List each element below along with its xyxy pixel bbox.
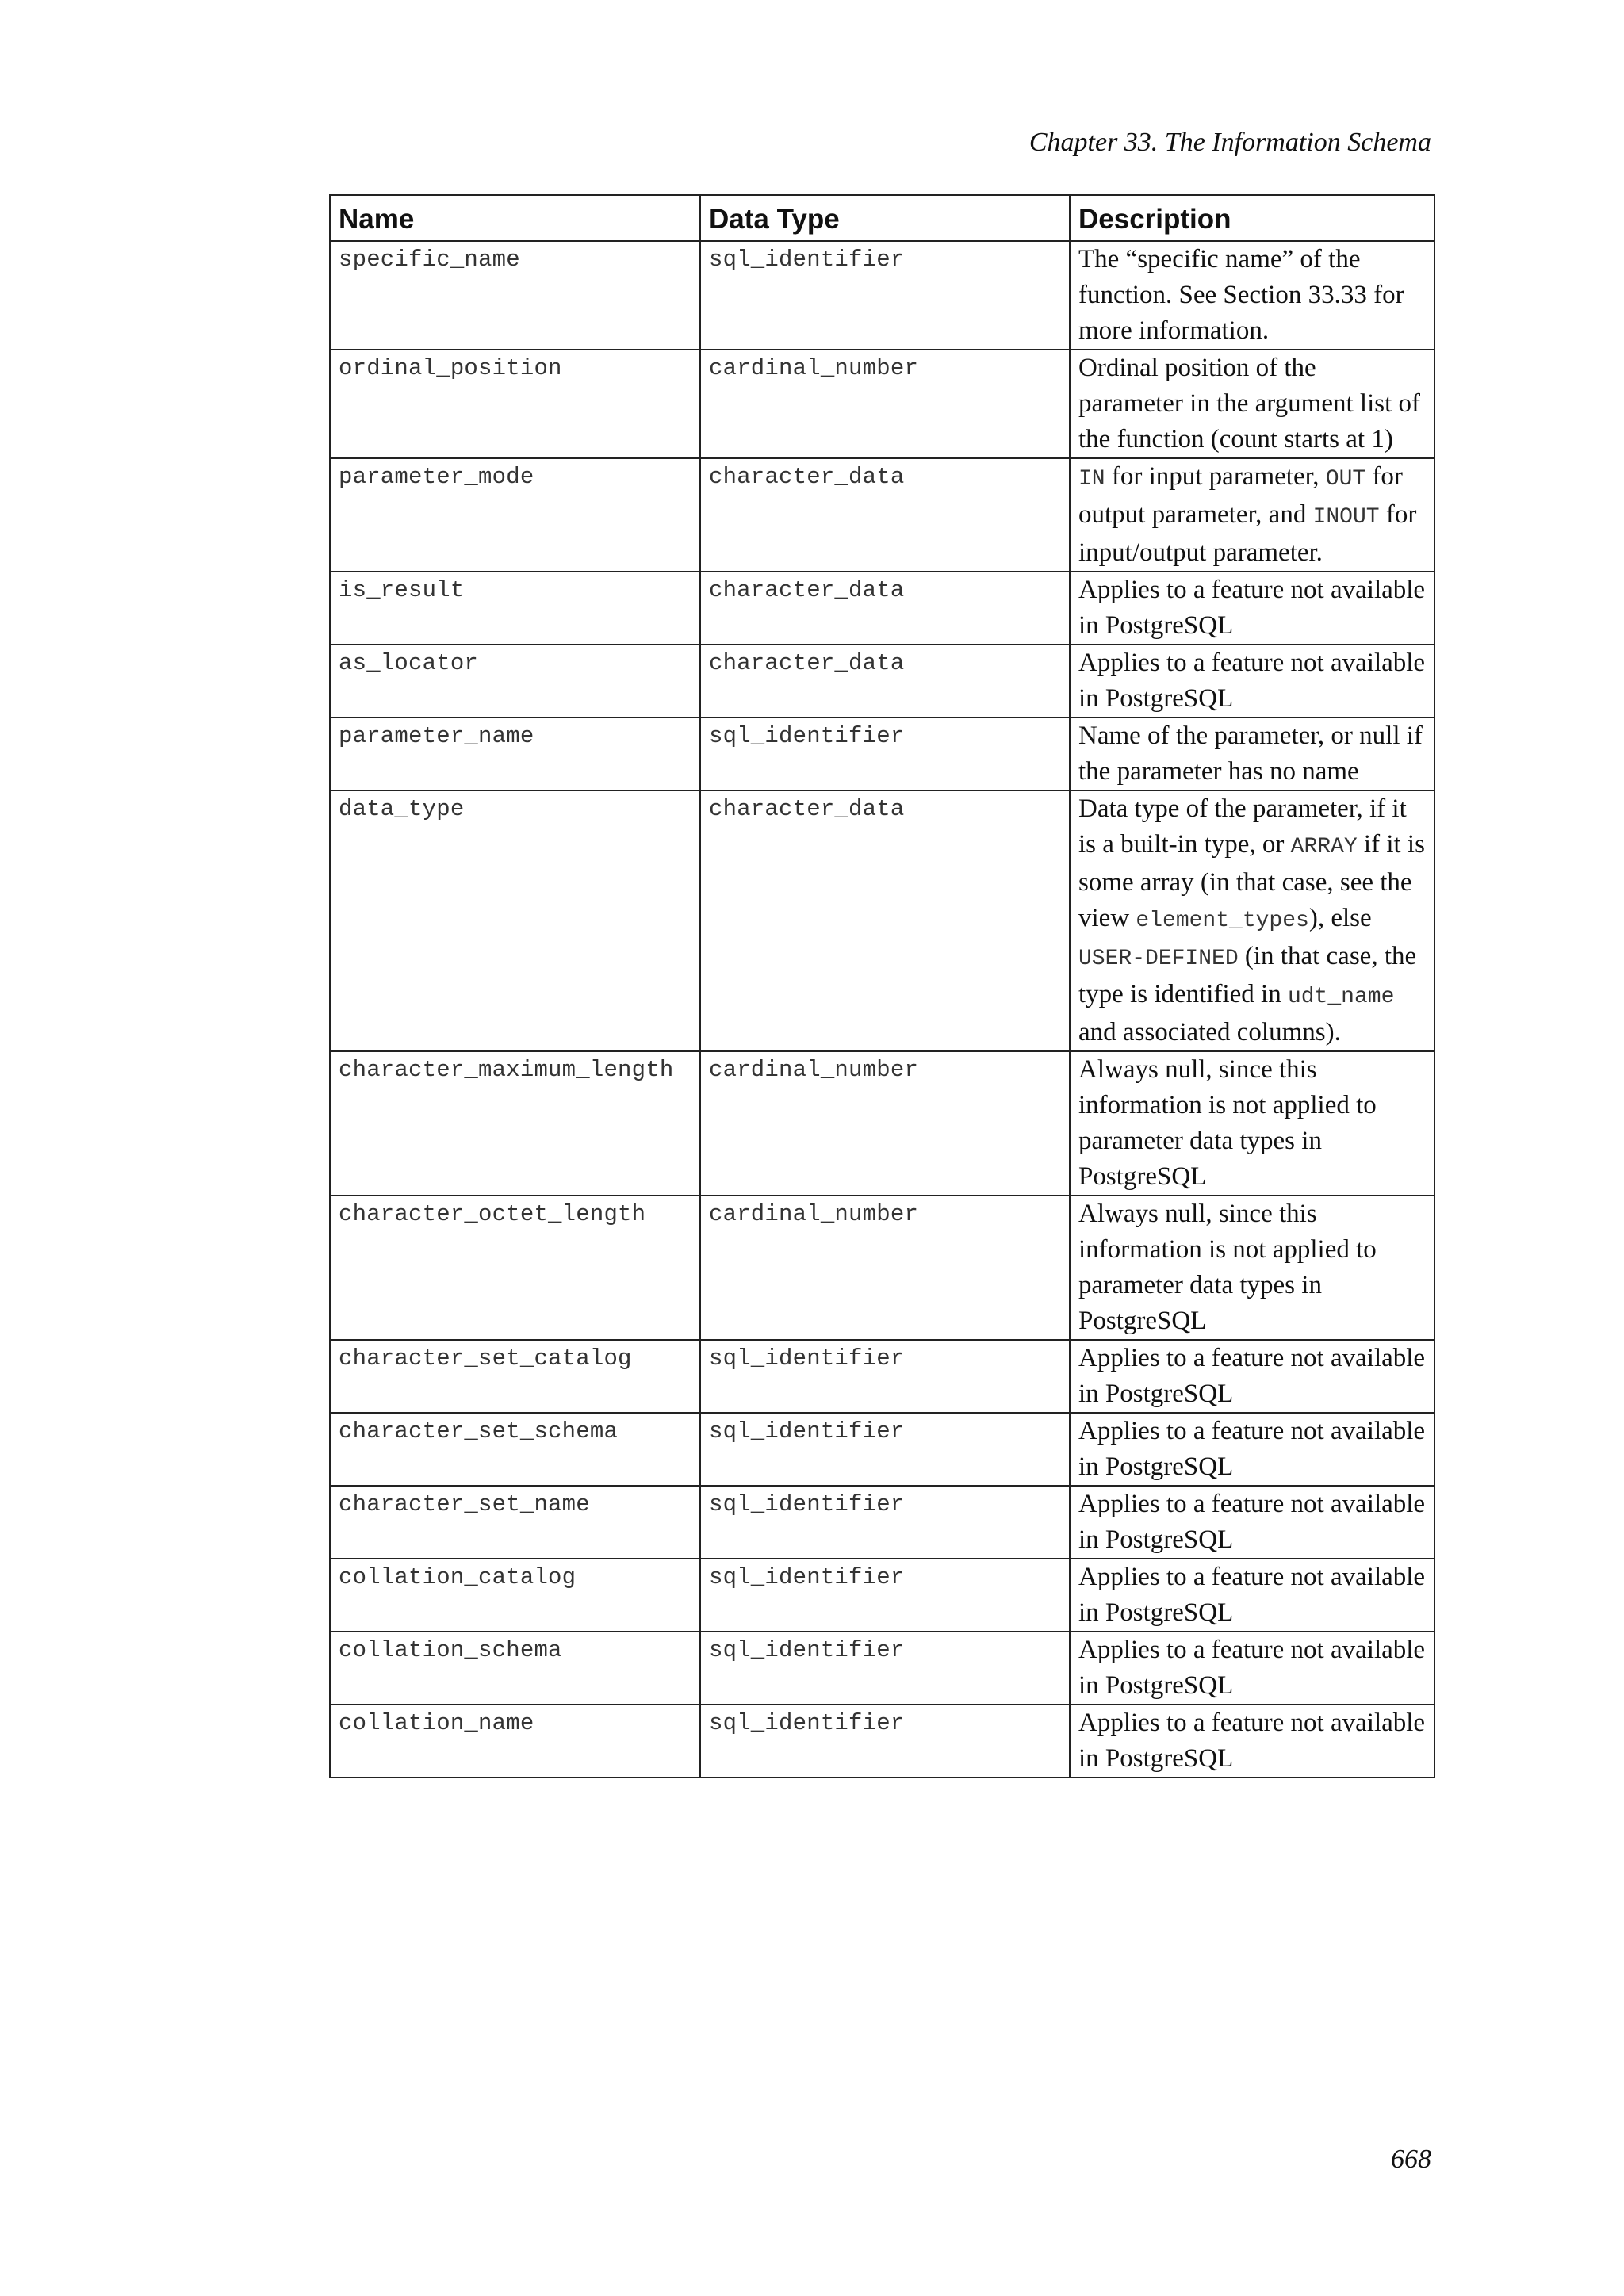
parameters-table — [329, 194, 1435, 1778]
code-literal: udt_name — [1287, 985, 1395, 1009]
description-text: Applies to a feature not available in PostgreSQL — [1078, 1344, 1426, 1408]
description-cell — [1070, 572, 1434, 645]
column-name-cell: collation_schema — [330, 1632, 700, 1705]
column-name-cell: data_type — [330, 790, 700, 1051]
data-type-cell: cardinal_number — [700, 1196, 1070, 1340]
description-text: if it is some array (in that case, see the view — [1078, 830, 1425, 932]
description-cell — [1070, 718, 1434, 790]
running-header: Chapter 33. The Information Schema — [1028, 128, 1431, 157]
description-text: Applies to a feature not available in PostgreSQL — [1078, 1636, 1426, 1700]
description-text: Ordinal position of the parameter in the argument list of the function (count starts at 1) — [1078, 354, 1420, 453]
table-row — [330, 1559, 1434, 1632]
description-cell — [1070, 458, 1434, 572]
description-text: Always null, since this information is not applied to parameter data types in PostgreSQL — [1078, 1055, 1377, 1191]
data-type-cell: sql_identifier — [700, 1705, 1070, 1777]
table-row — [330, 1196, 1434, 1340]
code-literal: INOUT — [1312, 505, 1380, 530]
column-name-cell: character_maximum_length — [330, 1051, 700, 1196]
code-literal: OUT — [1325, 467, 1366, 492]
column-name-cell: character_set_name — [330, 1486, 700, 1559]
description-text: Applies to a feature not available in PostgreSQL — [1078, 1490, 1426, 1554]
description-cell — [1070, 241, 1434, 350]
data-type-cell: sql_identifier — [700, 1632, 1070, 1705]
table-row — [330, 1340, 1434, 1413]
code-literal: IN — [1078, 467, 1105, 492]
description-text: Always null, since this information is not applied to parameter data types in PostgreSQL — [1078, 1200, 1377, 1335]
data-type-cell: character_data — [700, 572, 1070, 645]
column-header-description: Description — [1070, 195, 1434, 241]
description-cell — [1070, 1196, 1434, 1340]
data-type-cell: sql_identifier — [700, 1486, 1070, 1559]
table-row — [330, 572, 1434, 645]
description-text: Name of the parameter, or null if the parameter has no name — [1078, 721, 1423, 786]
description-text: for input parameter, — [1105, 462, 1326, 491]
table-row — [330, 1705, 1434, 1777]
description-text: Applies to a feature not available in PostgreSQL — [1078, 1709, 1426, 1773]
page-number: 668 — [1391, 2145, 1431, 2174]
table-row — [330, 645, 1434, 718]
column-header-name: Name — [330, 195, 700, 241]
table-row — [330, 1051, 1434, 1196]
column-header-data-type: Data Type — [700, 195, 1070, 241]
table-row — [330, 350, 1434, 458]
description-cell — [1070, 645, 1434, 718]
table-row — [330, 1632, 1434, 1705]
code-literal: USER-DEFINED — [1078, 947, 1239, 971]
description-text: Data type of the parameter, if it is a built-in type, or — [1078, 794, 1407, 859]
column-name-cell: character_octet_length — [330, 1196, 700, 1340]
data-type-cell: sql_identifier — [700, 1340, 1070, 1413]
code-literal: ARRAY — [1290, 835, 1358, 859]
description-cell — [1070, 790, 1434, 1051]
description-cell — [1070, 1632, 1434, 1705]
column-name-cell: is_result — [330, 572, 700, 645]
data-type-cell: sql_identifier — [700, 1413, 1070, 1486]
description-cell — [1070, 350, 1434, 458]
data-type-cell: sql_identifier — [700, 718, 1070, 790]
description-text: Applies to a feature not available in PostgreSQL — [1078, 1417, 1426, 1481]
column-name-cell: parameter_mode — [330, 458, 700, 572]
column-name-cell: ordinal_position — [330, 350, 700, 458]
table-row — [330, 241, 1434, 350]
data-type-cell: character_data — [700, 645, 1070, 718]
table-row — [330, 718, 1434, 790]
description-text: and associated columns). — [1078, 1018, 1341, 1047]
description-cell — [1070, 1486, 1434, 1559]
data-type-cell: cardinal_number — [700, 1051, 1070, 1196]
column-name-cell: character_set_schema — [330, 1413, 700, 1486]
description-text: (in that case, the type is identified in — [1078, 942, 1417, 1008]
table-row — [330, 1413, 1434, 1486]
column-name-cell: collation_name — [330, 1705, 700, 1777]
description-cell — [1070, 1705, 1434, 1777]
column-name-cell: character_set_catalog — [330, 1340, 700, 1413]
description-text: for output parameter, and — [1078, 462, 1403, 529]
data-type-cell: character_data — [700, 458, 1070, 572]
table-body — [330, 241, 1434, 1777]
description-cell — [1070, 1051, 1434, 1196]
table-header — [330, 195, 1434, 241]
data-type-cell: character_data — [700, 790, 1070, 1051]
description-text: ), else — [1308, 904, 1372, 932]
table-row — [330, 1486, 1434, 1559]
column-name-cell: collation_catalog — [330, 1559, 700, 1632]
data-type-cell: sql_identifier — [700, 1559, 1070, 1632]
description-cell — [1070, 1559, 1434, 1632]
description-text: The “specific name” of the function. See Section 33.33 for more information. — [1078, 245, 1404, 345]
column-name-cell: specific_name — [330, 241, 700, 350]
description-text: Applies to a feature not available in PostgreSQL — [1078, 576, 1426, 640]
description-cell — [1070, 1413, 1434, 1486]
description-text: for input/output parameter. — [1078, 500, 1417, 567]
table-row — [330, 458, 1434, 572]
description-text: Applies to a feature not available in PostgreSQL — [1078, 649, 1426, 713]
data-type-cell: sql_identifier — [700, 241, 1070, 350]
code-literal: element_types — [1136, 909, 1309, 933]
table-row — [330, 790, 1434, 1051]
header-row — [330, 195, 1434, 241]
column-name-cell: parameter_name — [330, 718, 700, 790]
column-name-cell: as_locator — [330, 645, 700, 718]
description-text: Applies to a feature not available in PostgreSQL — [1078, 1563, 1426, 1627]
data-type-cell: cardinal_number — [700, 350, 1070, 458]
description-cell — [1070, 1340, 1434, 1413]
